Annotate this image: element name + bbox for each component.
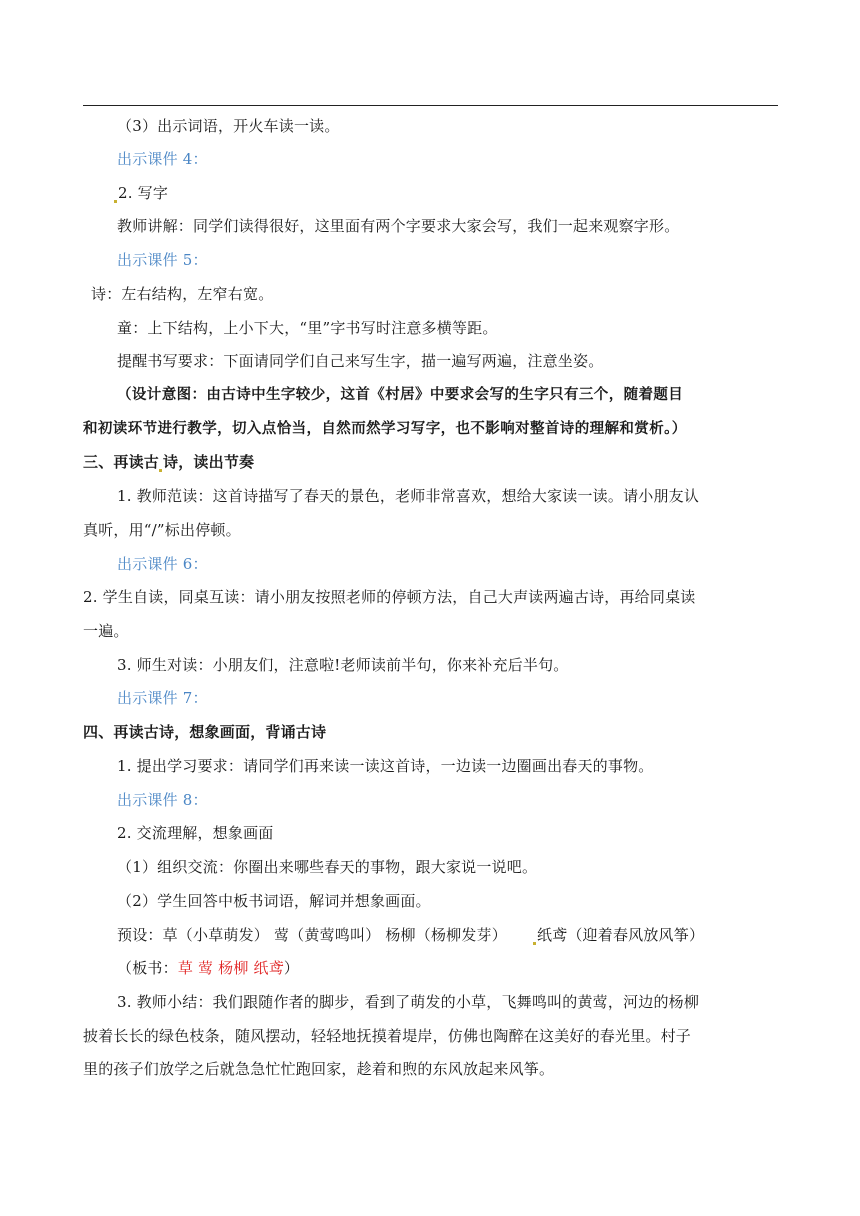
design-intent-note: 和初读环节进行教学，切入点恰当，自然而然学习写字，也不影响对整首诗的理解和赏析。） [83,420,687,437]
section-heading: 三、再读古 诗，读出节奏 [83,453,255,471]
revision-mark [114,200,117,203]
text-line: 童：上下结构，上小下大，“里”字书写时注意多横等距。 [117,319,498,337]
text-line: 3. 师生对读：小朋友们，注意啦!老师读前半句，你来补充后半句。 [117,656,569,674]
courseware-label: 出示课件 4： [117,150,208,168]
text-line: 2. 写字 [114,183,168,203]
text-line: 真听，用“/”标出停顿。 [83,521,241,539]
text-line: 2. 交流理解，想象画面 [117,824,274,842]
text-line: 1. 教师范读：这首诗描写了春天的景色，老师非常喜欢，想给大家读一读。请小朋友认 [117,487,700,505]
text-line: 提醒书写要求：下面请同学们自己来写生字，描一遍写两遍，注意坐姿。 [117,352,604,370]
text-line: 一遍。 [83,622,129,640]
design-intent-note: （设计意图：由古诗中生字较少，这首《村居》中要求会写的生字只有三个，随着题目 [117,386,684,403]
section-heading: 四、再读古诗，想象画面，背诵古诗 [83,723,327,741]
text-line: 诗：左右结构，左窄右宽。 [91,285,274,303]
text-line: 里的孩子们放学之后就急急忙忙跑回家，趁着和煦的东风放起来风筝。 [83,1060,555,1078]
text-line: 教师讲解：同学们读得很好，这里面有两个字要求大家会写，我们一起来观察字形。 [117,217,680,235]
text-line: 3. 教师小结：我们跟随作者的脚步，看到了萌发的小草，飞舞鸣叫的黄莺，河边的杨柳 [117,993,700,1011]
header-rule [83,105,778,106]
text-line: （2）学生回答中板书词语，解词并想象画面。 [117,892,431,910]
text-line: （1）组织交流：你圈出来哪些春天的事物，跟大家说一说吧。 [117,858,538,876]
revision-mark [159,469,162,472]
courseware-label: 出示课件 7： [117,689,208,707]
text-line: 预设：草（小草萌发） 莺（黄莺鸣叫） 杨柳（杨柳发芽） 纸鸢（迎着春风放风筝） [117,926,705,944]
revision-mark [533,942,536,945]
text-line: 披着长长的绿色枝条，随风摆动，轻轻地抚摸着堤岸，仿佛也陶醉在这美好的春光里。村子 [83,1027,692,1045]
text-line: （3）出示词语，开火车读一读。 [117,117,340,135]
courseware-label: 出示课件 5： [117,251,208,269]
blackboard-line: （板书：草 莺 杨柳 纸鸢） [117,959,300,977]
text-line: 1. 提出学习要求：请同学们再来读一读这首诗，一边读一边圈画出春天的事物。 [117,757,654,775]
blackboard-words: 草 莺 杨柳 纸鸢 [177,959,284,977]
courseware-label: 出示课件 6： [117,555,208,573]
courseware-label: 出示课件 8： [117,791,208,809]
text-line: 2. 学生自读，同桌互读：请小朋友按照老师的停顿方法，自己大声读两遍古诗，再给同桌读 [83,588,696,606]
